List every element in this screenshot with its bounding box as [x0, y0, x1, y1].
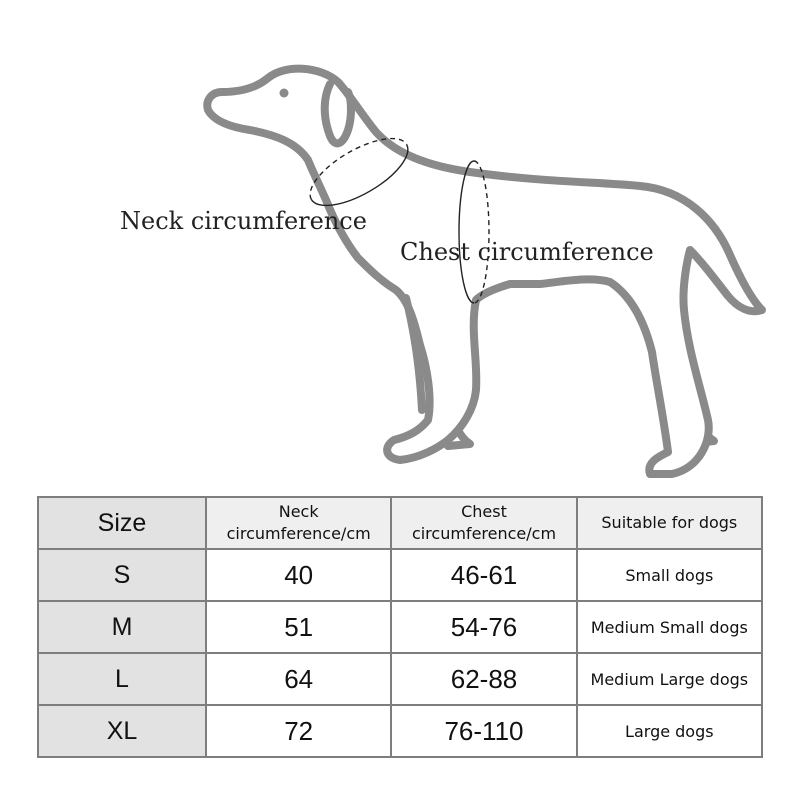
header-chest-line1: Chest [461, 502, 507, 521]
cell-neck: 51 [206, 601, 391, 653]
dog-eye [280, 89, 289, 98]
cell-neck: 64 [206, 653, 391, 705]
header-chest [391, 497, 576, 549]
cell-suitable: Medium Small dogs [577, 601, 762, 653]
cell-suitable: Small dogs [577, 549, 762, 601]
chest-circumference-label: Chest circumference [400, 238, 654, 266]
dog-body-outline [207, 69, 762, 474]
table-row [38, 601, 762, 653]
cell-chest: 76-110 [391, 705, 576, 757]
header-suitable: Suitable for dogs [577, 497, 762, 549]
table-row [38, 653, 762, 705]
cell-chest: 54-76 [391, 601, 576, 653]
size-chart-table [37, 496, 763, 758]
cell-size: M [38, 601, 206, 653]
cell-neck: 40 [206, 549, 391, 601]
header-chest-line2: circumference/cm [411, 524, 557, 543]
header-neck-line1: Neck [278, 502, 319, 521]
cell-suitable: Large dogs [577, 705, 762, 757]
cell-chest: 62-88 [391, 653, 576, 705]
cell-size: L [38, 653, 206, 705]
neck-circumference-label: Neck circumference [120, 207, 367, 235]
cell-chest: 46-61 [391, 549, 576, 601]
header-size: Size [38, 497, 206, 549]
header-neck [206, 497, 391, 549]
cell-size: XL [38, 705, 206, 757]
cell-neck: 72 [206, 705, 391, 757]
table-row [38, 549, 762, 601]
cell-suitable: Medium Large dogs [577, 653, 762, 705]
table-header-row [38, 497, 762, 549]
header-neck-line2: circumference/cm [226, 524, 371, 543]
table-row [38, 705, 762, 757]
cell-size: S [38, 549, 206, 601]
